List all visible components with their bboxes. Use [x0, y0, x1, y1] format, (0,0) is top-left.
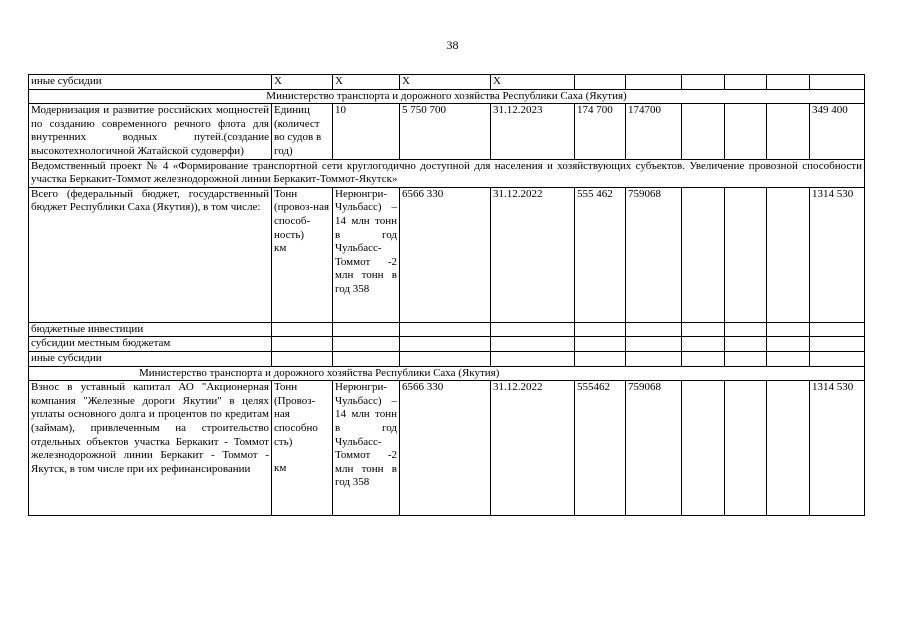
value-cell: Нерюнгри-Чульбасс) – 14 млн тонн в год Чульбасс-Томмот -2 млн тонн в год 358: [333, 187, 400, 322]
row-label: Модернизация и развитие российских мощностей по созданию современного речного флота для внутренних водных путей.(создание высокотехнологичной Жатайской судоверфи): [29, 104, 272, 159]
amount-cell: 5 750 700: [400, 104, 491, 159]
unit-cell: Единиц (количест во судов в год): [272, 104, 333, 159]
page-number: 38: [446, 38, 459, 52]
year2-cell: 759068: [626, 187, 682, 322]
date-cell: 31.12.2023: [491, 104, 575, 159]
date-cell: 31.12.2022: [491, 381, 575, 516]
year1-cell: 555 462: [575, 187, 626, 322]
value-cell: Нерюнгри-Чульбасс) – 14 млн тонн в год Чульбасс-Томмот -2 млн тонн в год 358: [333, 381, 400, 516]
row-label: Всего (федеральный бюджет, государственный бюджет Республики Саха (Якутия)), в том числе:: [29, 187, 272, 322]
year2-cell: 174700: [626, 104, 682, 159]
table-row: [29, 337, 865, 352]
row-label: Взнос в уставный капитал АО "Акционерная компания "Железные дороги Якутии" в целях уплаты основного долга и процентов по кредитам (займам), привлеченным на строительство отдельных объектов участка Беркакит - Томмот железнодорожной линии Беркакит - Томмот - Якутск, в том числе при их рефинансировании: [29, 381, 272, 516]
row-label: бюджетные инвестиции: [29, 322, 272, 337]
cell-x: X: [491, 75, 575, 90]
amount-cell: 6566 330: [400, 381, 491, 516]
total-cell: 349 400: [810, 104, 865, 159]
cell-x: X: [333, 75, 400, 90]
total-cell: 1314 530: [810, 187, 865, 322]
row-label: иные субсидии: [29, 75, 272, 90]
table-row: [29, 351, 865, 366]
table-row: [29, 381, 865, 516]
date-cell: 31.12.2022: [491, 187, 575, 322]
cell-x: X: [400, 75, 491, 90]
ministry-header: Министерство транспорта и дорожного хозяйства Республики Саха (Якутия): [29, 366, 865, 381]
table-row: [29, 366, 865, 381]
cell-x: X: [272, 75, 333, 90]
table-row: [29, 159, 865, 187]
year1-cell: 555462: [575, 381, 626, 516]
financing-table: [28, 74, 865, 516]
table-row: [29, 104, 865, 159]
table-row: [29, 187, 865, 322]
row-label: иные субсидии: [29, 351, 272, 366]
table-row: [29, 75, 865, 90]
year2-cell: 759068: [626, 381, 682, 516]
value-cell: 10: [333, 104, 400, 159]
unit-cell: Тонн (провоз-ная способ-ность) км: [272, 187, 333, 322]
amount-cell: 6566 330: [400, 187, 491, 322]
unit-cell: Тонн (Провоз-ная способно сть) км: [272, 381, 333, 516]
project-header: Ведомственный проект № 4 «Формирование транспортной сети круглогодично доступной для населения и хозяйствующих субъектов. Увеличение провозной способности участка Беркакит-Томмот железнодорожной линии Беркакит-Томмот-Якутск»: [29, 159, 865, 187]
year1-cell: 174 700: [575, 104, 626, 159]
table-row: [29, 322, 865, 337]
total-cell: 1314 530: [810, 381, 865, 516]
table-row: [29, 89, 865, 104]
ministry-header: Министерство транспорта и дорожного хозяйства Республики Саха (Якутия): [29, 89, 865, 104]
row-label: субсидии местным бюджетам: [29, 337, 272, 352]
